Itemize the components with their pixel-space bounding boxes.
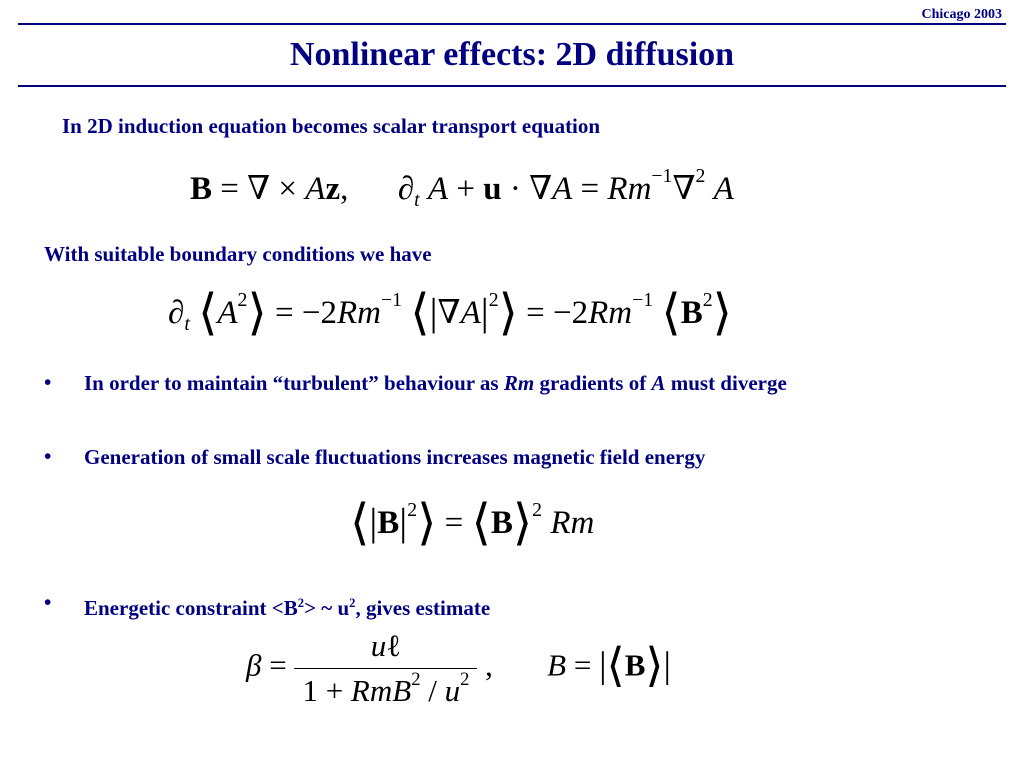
rm-symbol: Rm <box>503 371 535 395</box>
bullet-turbulent-text-3: must diverge <box>665 371 787 395</box>
equation-energy-decay: $\partial_t$ $⟨A^2⟩ = -2Rm^{-1}$ $⟨|\nabla A|^2⟩ = -2Rm^{-1}$ $⟨B^2⟩$ <box>168 284 732 340</box>
bullet-marker: • <box>44 590 52 614</box>
beta-fraction: $\frac{\text{uℓ}}{1 + RmB^2 / u^2}$ <box>294 628 477 709</box>
intro-line: In 2D induction equation becomes scalar transport equation <box>62 114 601 138</box>
header-rule-bottom <box>18 85 1006 87</box>
bullet-energetic <box>84 590 490 622</box>
equation-beta-estimate: β = $\frac{\text{uℓ}}{1 + RmB^2 / u^2}$ , B = |⟨B⟩| <box>246 628 671 708</box>
bullet-energetic-text-2: > ~ u <box>304 596 350 620</box>
superscript: 2 <box>349 596 356 610</box>
bullet-turbulent-text: In order to maintain “turbulent” behaviour as <box>84 371 504 395</box>
equation-field-energy: $⟨|B|^2⟩$ = ⟨B⟩$^2$ Rm <box>350 494 595 550</box>
bullet-turbulent <box>84 370 964 397</box>
bullet-energetic-text: Energetic constraint <B <box>84 596 298 620</box>
header-rule-top <box>18 23 1006 25</box>
bullet-turbulent-text-2: gradients of <box>534 371 652 395</box>
bullet-energetic-text-3: , gives estimate <box>355 596 491 620</box>
slide-title: Nonlinear effects: 2D diffusion <box>289 36 735 73</box>
equation-induction: B = ∇ × Az, $\partial_t$ $A + u \cdot \nabla A = Rm^{-1}\nabla^2$ A <box>190 165 734 211</box>
corner-label: Chicago 2003 <box>921 7 1002 22</box>
superscript: 2 <box>297 596 305 610</box>
bullet-fluctuations: Generation of small scale fluctuations increases magnetic field energy <box>84 445 706 469</box>
a-symbol: A <box>651 371 666 395</box>
bullet-marker: • <box>44 370 52 394</box>
boundary-line: With suitable boundary conditions we have <box>44 242 432 266</box>
bullet-marker: • <box>44 444 52 468</box>
